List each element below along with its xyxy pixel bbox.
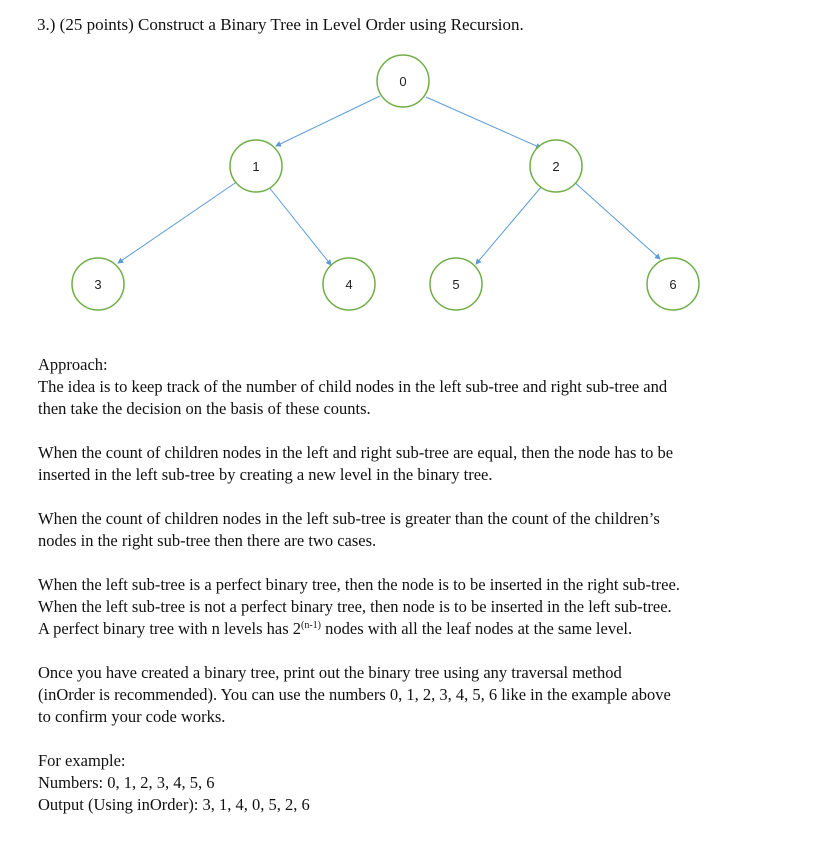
text-line: The idea is to keep track of the number of child nodes in the left sub-tree and right sub-tree and — [38, 377, 668, 396]
tree-node — [647, 258, 699, 310]
edge-0-2 — [426, 97, 541, 148]
node-label: 5 — [452, 277, 460, 292]
node-label: 0 — [399, 74, 407, 89]
tree-node — [377, 55, 429, 107]
approach-text — [38, 354, 778, 816]
binary-tree-diagram — [0, 0, 817, 330]
text-fragment: nodes with all the leaf nodes at the same level. — [321, 619, 633, 638]
node-label: 2 — [552, 159, 560, 174]
edge-0-1 — [276, 96, 380, 146]
tree-node — [72, 258, 124, 310]
edge-1-4 — [268, 186, 331, 265]
tree-node — [430, 258, 482, 310]
text-line: Once you have created a binary tree, print out the binary tree using any traversal method — [38, 663, 622, 682]
text-line: inserted in the left sub-tree by creating a new level in the binary tree. — [38, 465, 493, 484]
node-label: 1 — [252, 159, 260, 174]
edge-1-3 — [118, 181, 238, 263]
tree-node — [323, 258, 375, 310]
example-output: Output (Using inOrder): 3, 1, 4, 0, 5, 2, 6 — [38, 795, 310, 814]
edge-2-5 — [476, 186, 542, 264]
text-line: to confirm your code works. — [38, 707, 226, 726]
text-line: nodes in the right sub-tree then there are two cases. — [38, 531, 377, 550]
node-label: 4 — [345, 277, 353, 292]
text-line: When the count of children nodes in the left and right sub-tree are equal, then the node has to be — [38, 443, 674, 462]
tree-node — [230, 140, 282, 192]
example-numbers: Numbers: 0, 1, 2, 3, 4, 5, 6 — [38, 773, 215, 792]
text-line: (inOrder is recommended). You can use the numbers 0, 1, 2, 3, 4, 5, 6 like in the example above — [38, 685, 671, 704]
tree-node — [530, 140, 582, 192]
text-fragment: A perfect binary tree with n levels has 2 — [38, 619, 301, 638]
text-line: When the count of children nodes in the left sub-tree is greater than the count of the children’s — [38, 509, 660, 528]
node-label: 6 — [669, 277, 677, 292]
text-line: then take the decision on the basis of these counts. — [38, 399, 371, 418]
text-line: When the left sub-tree is a perfect binary tree, then the node is to be inserted in the right sub-tree. — [38, 575, 680, 594]
example-heading: For example: — [38, 751, 126, 770]
edge-2-6 — [572, 180, 660, 259]
exponent: (n-1) — [301, 620, 321, 631]
perfect-definition — [38, 618, 778, 640]
approach-heading: Approach: — [38, 355, 108, 374]
text-line: When the left sub-tree is not a perfect binary tree, then node is to be inserted in the left sub-tree. — [38, 597, 672, 616]
node-label: 3 — [94, 277, 102, 292]
question-title: 3.) (25 points) Construct a Binary Tree in Level Order using Recursion. — [37, 15, 524, 34]
